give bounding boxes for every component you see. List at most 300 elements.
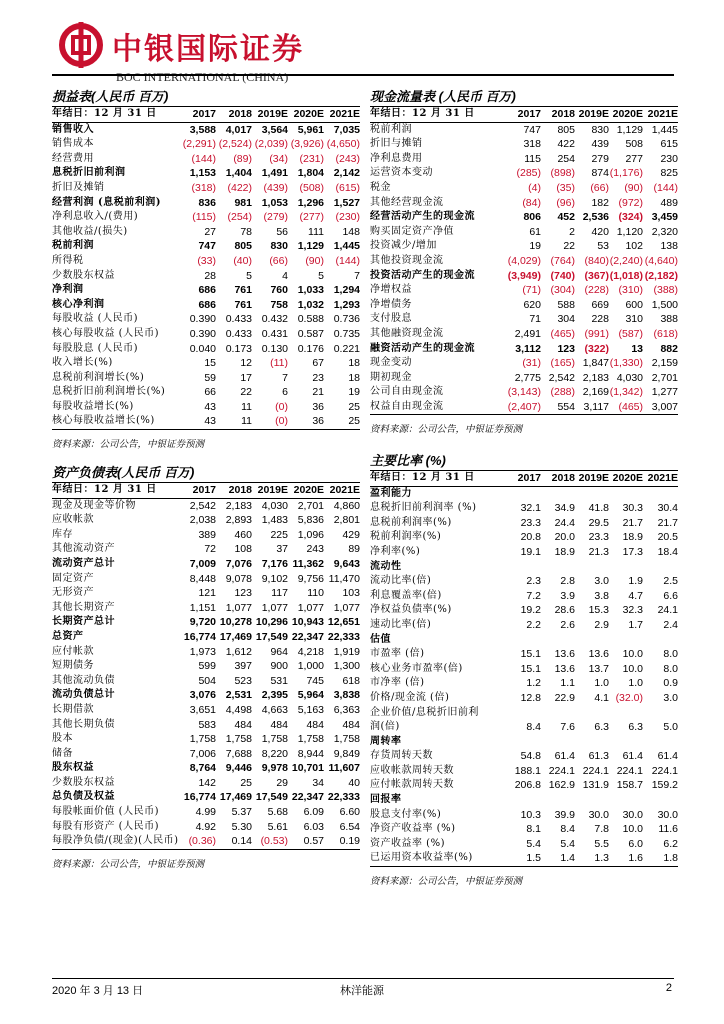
cell-value: 3,838 xyxy=(333,689,360,702)
cell-value: 422 xyxy=(557,138,575,151)
row-label: 企业价值/息税折旧前利 xyxy=(370,706,479,718)
cell-value: 1,032 xyxy=(297,298,324,311)
row-label: 少数股东权益 xyxy=(52,269,115,281)
cell-value: (764) xyxy=(550,254,575,267)
cell-value: (508) xyxy=(299,181,324,194)
row-label: 折旧与摊销 xyxy=(370,138,423,150)
table-row xyxy=(370,283,678,298)
cell-value: 5,964 xyxy=(297,689,324,702)
cell-value: 830 xyxy=(270,240,288,253)
cell-value: 0.14 xyxy=(231,835,252,848)
row-label: 股东权益 xyxy=(52,762,94,774)
cell-value: 67 xyxy=(312,357,324,370)
cell-value: 1,445 xyxy=(651,123,678,136)
cell-value: 669 xyxy=(591,298,609,311)
cell-value: 3.9 xyxy=(560,589,575,602)
balance-sheet-section xyxy=(52,464,360,870)
balance-sheet-title: 资产负债表(人民币 百万) xyxy=(52,464,360,483)
cell-value: (144) xyxy=(653,181,678,194)
cell-value: 20.0 xyxy=(554,531,575,544)
row-label: 权益自由现金流 xyxy=(370,400,444,412)
cell-value: 230 xyxy=(660,152,678,165)
cell-value: 225 xyxy=(270,528,288,541)
table-row xyxy=(52,122,360,137)
cell-value: 5.30 xyxy=(231,820,252,833)
cell-value: 686 xyxy=(198,298,216,311)
cell-value: 2,169 xyxy=(582,386,609,399)
table-row xyxy=(370,122,678,137)
table-row xyxy=(52,601,360,616)
row-label: 每股收益增长(%) xyxy=(52,400,134,412)
cell-value: 17,469 xyxy=(219,791,252,804)
cell-value: 3,112 xyxy=(515,342,541,355)
row-label: 每股净负债/(现金)(人民币) xyxy=(52,835,179,847)
column-header-label: 年结日：12 月 31 日 xyxy=(370,471,503,486)
cell-value: 745 xyxy=(306,674,324,687)
row-label: 每股股息 (人民币) xyxy=(52,342,138,354)
cell-value: (618) xyxy=(653,327,678,340)
cell-value: (0) xyxy=(275,400,288,413)
cell-value: 2,531 xyxy=(225,689,252,702)
cell-value: 11 xyxy=(241,400,252,413)
cell-value: 439 xyxy=(591,138,609,151)
table-row xyxy=(370,356,678,371)
column-header-year: 2018 xyxy=(216,483,252,498)
cell-value: (277) xyxy=(299,211,324,224)
cell-value: 6.0 xyxy=(628,837,643,850)
cell-value: 30.0 xyxy=(657,808,678,821)
cell-value: 11,362 xyxy=(292,557,324,570)
cell-value: 0.19 xyxy=(339,835,360,848)
cell-value: 8.1 xyxy=(526,823,541,836)
cell-value xyxy=(575,486,609,501)
cell-value xyxy=(575,793,609,808)
logo-chinese-name: 中银国际证券 xyxy=(112,32,304,67)
table-row xyxy=(370,486,678,501)
boc-logo-icon xyxy=(58,22,104,68)
row-label: 销售成本 xyxy=(52,138,94,150)
row-label: 净利率(%) xyxy=(370,545,421,557)
cell-value: 111 xyxy=(308,225,324,238)
cell-value xyxy=(503,735,541,750)
row-label: 支付股息 xyxy=(370,313,412,325)
cell-value: 7,009 xyxy=(189,557,216,570)
cell-value: 4.1 xyxy=(594,691,609,704)
cell-value: 2,542 xyxy=(548,371,575,384)
cell-value: 1,500 xyxy=(651,298,678,311)
cell-value xyxy=(609,793,643,808)
cell-value: (615) xyxy=(335,181,360,194)
cell-value xyxy=(609,706,643,721)
cell-value: 981 xyxy=(234,196,252,209)
cell-value: 5,836 xyxy=(297,514,324,527)
cell-value: 61.3 xyxy=(588,750,609,763)
cell-value: 1,000 xyxy=(297,660,324,673)
cell-value: 484 xyxy=(342,718,360,731)
row-label: 其他流动负债 xyxy=(52,674,115,686)
cell-value: 71 xyxy=(529,313,541,326)
cell-value: (840) xyxy=(584,254,609,267)
cell-value: 1,053 xyxy=(261,196,288,209)
cell-value: (0.53) xyxy=(260,835,288,848)
row-label: 税前利润 xyxy=(370,123,412,135)
cell-value: (66) xyxy=(269,254,288,267)
cell-value xyxy=(541,633,575,648)
cell-value: 30.0 xyxy=(622,808,643,821)
column-header-year: 2017 xyxy=(503,471,541,486)
cell-value: 115 xyxy=(524,152,541,165)
cell-value: 61.4 xyxy=(554,750,575,763)
row-label: 流动资产总计 xyxy=(52,557,115,569)
row-label: 应收帐款 xyxy=(52,514,94,526)
cell-value: (84) xyxy=(522,196,541,209)
table-row xyxy=(52,542,360,557)
table-row xyxy=(370,137,678,152)
table-row xyxy=(52,586,360,601)
header-divider xyxy=(52,74,674,76)
cell-value: 484 xyxy=(234,718,252,731)
cell-value: (230) xyxy=(335,211,360,224)
column-header-label: 年结日：12 月 31 日 xyxy=(52,107,180,122)
cell-value: 21.7 xyxy=(657,516,678,529)
cell-value: 19.2 xyxy=(520,604,541,617)
table-row xyxy=(370,501,678,516)
cell-value: 8,448 xyxy=(189,572,216,585)
cell-value: (144) xyxy=(335,254,360,267)
cell-value: (0) xyxy=(275,415,288,428)
cell-value: 19 xyxy=(348,386,360,399)
cell-value: 22,347 xyxy=(291,630,324,643)
cell-value: 8.0 xyxy=(663,662,678,675)
cell-value: 3.0 xyxy=(594,575,609,588)
row-label: 应付帐款 xyxy=(52,645,94,657)
cell-value xyxy=(503,633,541,648)
row-label: 流动比率(倍) xyxy=(370,575,432,587)
table-row xyxy=(370,764,678,779)
row-label: 息税前利润增长(%) xyxy=(52,371,145,383)
column-header-year: 2019E xyxy=(575,471,609,486)
cell-value: 16,774 xyxy=(183,791,216,804)
cell-value: 2.5 xyxy=(663,575,678,588)
cell-value: 1,296 xyxy=(297,196,324,209)
cell-value: 7,176 xyxy=(261,557,288,570)
row-label: 其他经营现金流 xyxy=(370,196,444,208)
cell-value: 59 xyxy=(204,371,216,384)
cell-value: 2.9 xyxy=(594,618,609,631)
table-row xyxy=(52,254,360,269)
cell-value: 11.6 xyxy=(658,823,678,836)
cell-value: 10,296 xyxy=(255,616,288,629)
cell-value: 5.68 xyxy=(267,806,288,819)
cell-value xyxy=(643,706,678,721)
cell-value: 1,404 xyxy=(225,167,252,180)
cell-value: 20.8 xyxy=(520,531,541,544)
cell-value: (439) xyxy=(263,181,288,194)
cell-value: 108 xyxy=(234,543,252,556)
cell-value: 8,944 xyxy=(297,747,324,760)
cell-value: 1.6 xyxy=(628,852,643,865)
table-row xyxy=(52,805,360,820)
column-header-year: 2018 xyxy=(541,107,575,122)
row-label: 折旧及摊销 xyxy=(52,181,105,193)
table-row xyxy=(370,545,678,560)
cell-value: 182 xyxy=(591,196,609,209)
cell-value: 6.03 xyxy=(303,820,324,833)
table-row xyxy=(52,776,360,791)
cell-value: 61.4 xyxy=(657,750,678,763)
table-row xyxy=(370,239,678,254)
cell-value: 11,470 xyxy=(328,572,360,585)
row-label: 周转率 xyxy=(370,735,402,747)
row-label: 无形资产 xyxy=(52,587,94,599)
cell-value: (322) xyxy=(584,342,609,355)
cell-value: 0.588 xyxy=(297,313,324,326)
cell-value: 8,764 xyxy=(189,762,216,775)
table-row xyxy=(370,574,678,589)
cell-value: 2,183 xyxy=(582,371,609,384)
table-row xyxy=(52,732,360,747)
key-ratios-table xyxy=(370,471,678,866)
row-label: 速动比率(倍) xyxy=(370,618,432,630)
row-label: 其他长期负债 xyxy=(52,718,115,730)
cell-value: 2.4 xyxy=(663,618,678,631)
cell-value: 12.8 xyxy=(520,691,541,704)
cell-value: 882 xyxy=(660,342,678,355)
table-row xyxy=(52,269,360,284)
table-row xyxy=(370,166,678,181)
cell-value: 8.0 xyxy=(663,648,678,661)
cell-value: 254 xyxy=(557,152,575,165)
table-row xyxy=(370,837,678,852)
key-ratios-title: 主要比率 (%) xyxy=(370,452,678,471)
cash-flow-title: 现金流量表 (人民币 百万) xyxy=(370,88,678,107)
cell-value: 18.9 xyxy=(622,531,643,544)
cell-value: 66 xyxy=(204,386,216,399)
cell-value: 131.9 xyxy=(582,779,609,792)
row-label: 股息支付率(%) xyxy=(370,808,442,820)
cell-value xyxy=(643,793,678,808)
cell-value: 9,756 xyxy=(297,572,324,585)
row-label: 所得税 xyxy=(52,254,84,266)
cell-value: 15.1 xyxy=(520,662,541,675)
cell-value: (279) xyxy=(263,211,288,224)
cell-value: 1,129 xyxy=(297,240,324,253)
income-statement-section xyxy=(52,88,360,450)
cell-value: 806 xyxy=(523,211,541,224)
cell-value: 0.433 xyxy=(225,327,252,340)
table-row xyxy=(52,166,360,181)
cell-value: 4,498 xyxy=(225,703,252,716)
cell-value: 23 xyxy=(312,371,324,384)
cell-value: 429 xyxy=(342,528,360,541)
column-header-year: 2020E xyxy=(288,107,324,122)
row-label: 回报率 xyxy=(370,794,402,806)
cell-value: (165) xyxy=(550,357,575,370)
column-header-year: 2021E xyxy=(643,107,678,122)
cell-value: 1,294 xyxy=(333,284,360,297)
row-label: 公司自由现金流 xyxy=(370,386,444,398)
balance-sheet-table xyxy=(52,483,360,849)
cell-value xyxy=(575,706,609,721)
row-label: 净利息费用 xyxy=(370,152,423,164)
cell-value: (11) xyxy=(270,357,288,370)
cell-value: 9,078 xyxy=(225,572,252,585)
table-row xyxy=(52,615,360,630)
cell-value: 1,804 xyxy=(297,167,324,180)
cell-value: 34 xyxy=(312,776,324,789)
cell-value: 2.2 xyxy=(526,618,541,631)
cell-value: 110 xyxy=(307,587,324,600)
row-label: 价格/现金流 (倍) xyxy=(370,691,450,703)
cell-value: 874 xyxy=(591,167,609,180)
cell-value: (144) xyxy=(191,152,216,165)
cell-value: 2,038 xyxy=(189,514,216,527)
cell-value: 23.3 xyxy=(588,531,609,544)
cell-value: 452 xyxy=(557,211,575,224)
income-statement-source: 资料来源：公司公告，中银证券预测 xyxy=(52,429,360,450)
cell-value: 10,278 xyxy=(219,616,252,629)
row-label: 息税折旧前利润 xyxy=(52,167,126,179)
cell-value: 11 xyxy=(241,415,252,428)
cell-value: 121 xyxy=(198,587,216,600)
cell-value: 11,607 xyxy=(328,762,360,775)
cell-value: 4,030 xyxy=(616,371,643,384)
cell-value xyxy=(643,633,678,648)
cell-value: (367) xyxy=(584,269,609,282)
row-label: 其他收益/(损失) xyxy=(52,225,128,237)
row-label: 总资产 xyxy=(52,630,84,642)
row-label: 销售收入 xyxy=(52,123,94,135)
income-statement-title: 损益表(人民币 百万) xyxy=(52,88,360,107)
cash-flow-table xyxy=(370,107,678,414)
table-row xyxy=(52,137,360,152)
column-header-year: 2021E xyxy=(324,107,360,122)
key-ratios-section xyxy=(370,452,678,887)
cell-value: 17,549 xyxy=(255,630,288,643)
cell-value: 1,847 xyxy=(582,357,609,370)
table-row xyxy=(52,834,360,849)
cell-value: (991) xyxy=(584,327,609,340)
cell-value: (231) xyxy=(299,152,324,165)
cell-value: (2,407) xyxy=(507,400,541,413)
cell-value: 3,459 xyxy=(651,211,678,224)
cell-value: (3,949) xyxy=(507,269,541,282)
cell-value: 1,153 xyxy=(189,167,216,180)
table-row xyxy=(52,385,360,400)
row-label: 运营资本变动 xyxy=(370,167,433,179)
footer-divider xyxy=(52,978,674,979)
cell-value: (96) xyxy=(556,196,575,209)
cell-value: 277 xyxy=(625,152,643,165)
cell-value: 1.1 xyxy=(560,677,575,690)
table-row xyxy=(370,530,678,545)
cell-value: 19.1 xyxy=(520,545,541,558)
cell-value: 0.130 xyxy=(261,342,288,355)
cell-value: 504 xyxy=(198,674,216,687)
cell-value: 600 xyxy=(625,298,643,311)
cell-value xyxy=(609,486,643,501)
cell-value xyxy=(503,486,541,501)
cell-value: (228) xyxy=(584,284,609,297)
cell-value: 3,117 xyxy=(583,400,609,413)
cell-value xyxy=(609,560,643,575)
cell-value: (243) xyxy=(335,152,360,165)
cell-value: 32.3 xyxy=(622,604,643,617)
cell-value: 12 xyxy=(240,357,252,370)
cell-value: 4,218 xyxy=(297,645,324,658)
table-row xyxy=(370,851,678,866)
cell-value: 138 xyxy=(660,240,678,253)
column-header-year: 2019E xyxy=(575,107,609,122)
cell-value: 1,758 xyxy=(189,733,216,746)
cell-value: 224.1 xyxy=(548,764,575,777)
boc-logo xyxy=(58,22,308,84)
table-row xyxy=(52,645,360,660)
table-row xyxy=(370,181,678,196)
cell-value: 56 xyxy=(276,225,288,238)
column-header-year: 2020E xyxy=(609,107,643,122)
cell-value: 123 xyxy=(557,342,575,355)
cell-value: (31) xyxy=(522,357,541,370)
cell-value: (4,029) xyxy=(507,254,541,267)
row-label: 存货周转天数 xyxy=(370,750,433,762)
table-row xyxy=(370,676,678,691)
cell-value: 389 xyxy=(198,528,216,541)
cell-value: 964 xyxy=(270,645,288,658)
row-label: 流动负债总计 xyxy=(52,689,115,701)
cell-value: (1,330) xyxy=(609,357,643,370)
table-row xyxy=(370,720,678,735)
table-row xyxy=(52,703,360,718)
cell-value: 10.0 xyxy=(622,662,643,675)
cell-value xyxy=(541,486,575,501)
cell-value: 0.57 xyxy=(303,835,324,848)
cell-value: 8.4 xyxy=(526,721,541,734)
cell-value: 5.4 xyxy=(526,837,541,850)
table-row xyxy=(370,269,678,284)
cell-value: 583 xyxy=(198,718,216,731)
row-label: 净权益负债率(%) xyxy=(370,604,452,616)
cell-value: 2,775 xyxy=(514,371,541,384)
cell-value: 0.736 xyxy=(333,313,360,326)
cell-value: 6.3 xyxy=(628,721,643,734)
column-header-year: 2020E xyxy=(609,471,643,486)
cell-value: 37 xyxy=(276,543,288,556)
cell-value: 599 xyxy=(198,660,216,673)
table-row xyxy=(52,210,360,225)
cell-value: 1,293 xyxy=(333,298,360,311)
cell-value: 30.4 xyxy=(657,502,678,515)
cell-value: 1.0 xyxy=(628,677,643,690)
cell-value: 102 xyxy=(625,240,643,253)
cell-value: 89 xyxy=(348,543,360,556)
table-row xyxy=(52,528,360,543)
cell-value: 0.433 xyxy=(225,313,252,326)
cell-value xyxy=(541,706,575,721)
cell-value: 3.0 xyxy=(663,691,678,704)
table-row xyxy=(52,747,360,762)
cell-value: (2,240) xyxy=(609,254,643,267)
cell-value: 15.1 xyxy=(520,648,541,661)
cell-value: (32.0) xyxy=(615,691,643,704)
column-header-year: 2020E xyxy=(288,483,324,498)
cell-value: 5.5 xyxy=(594,837,609,850)
cell-value: 8,220 xyxy=(261,747,288,760)
cell-value: 36 xyxy=(312,415,324,428)
cell-value: 4,030 xyxy=(261,499,288,512)
table-row xyxy=(370,603,678,618)
column-header-year: 2018 xyxy=(216,107,252,122)
